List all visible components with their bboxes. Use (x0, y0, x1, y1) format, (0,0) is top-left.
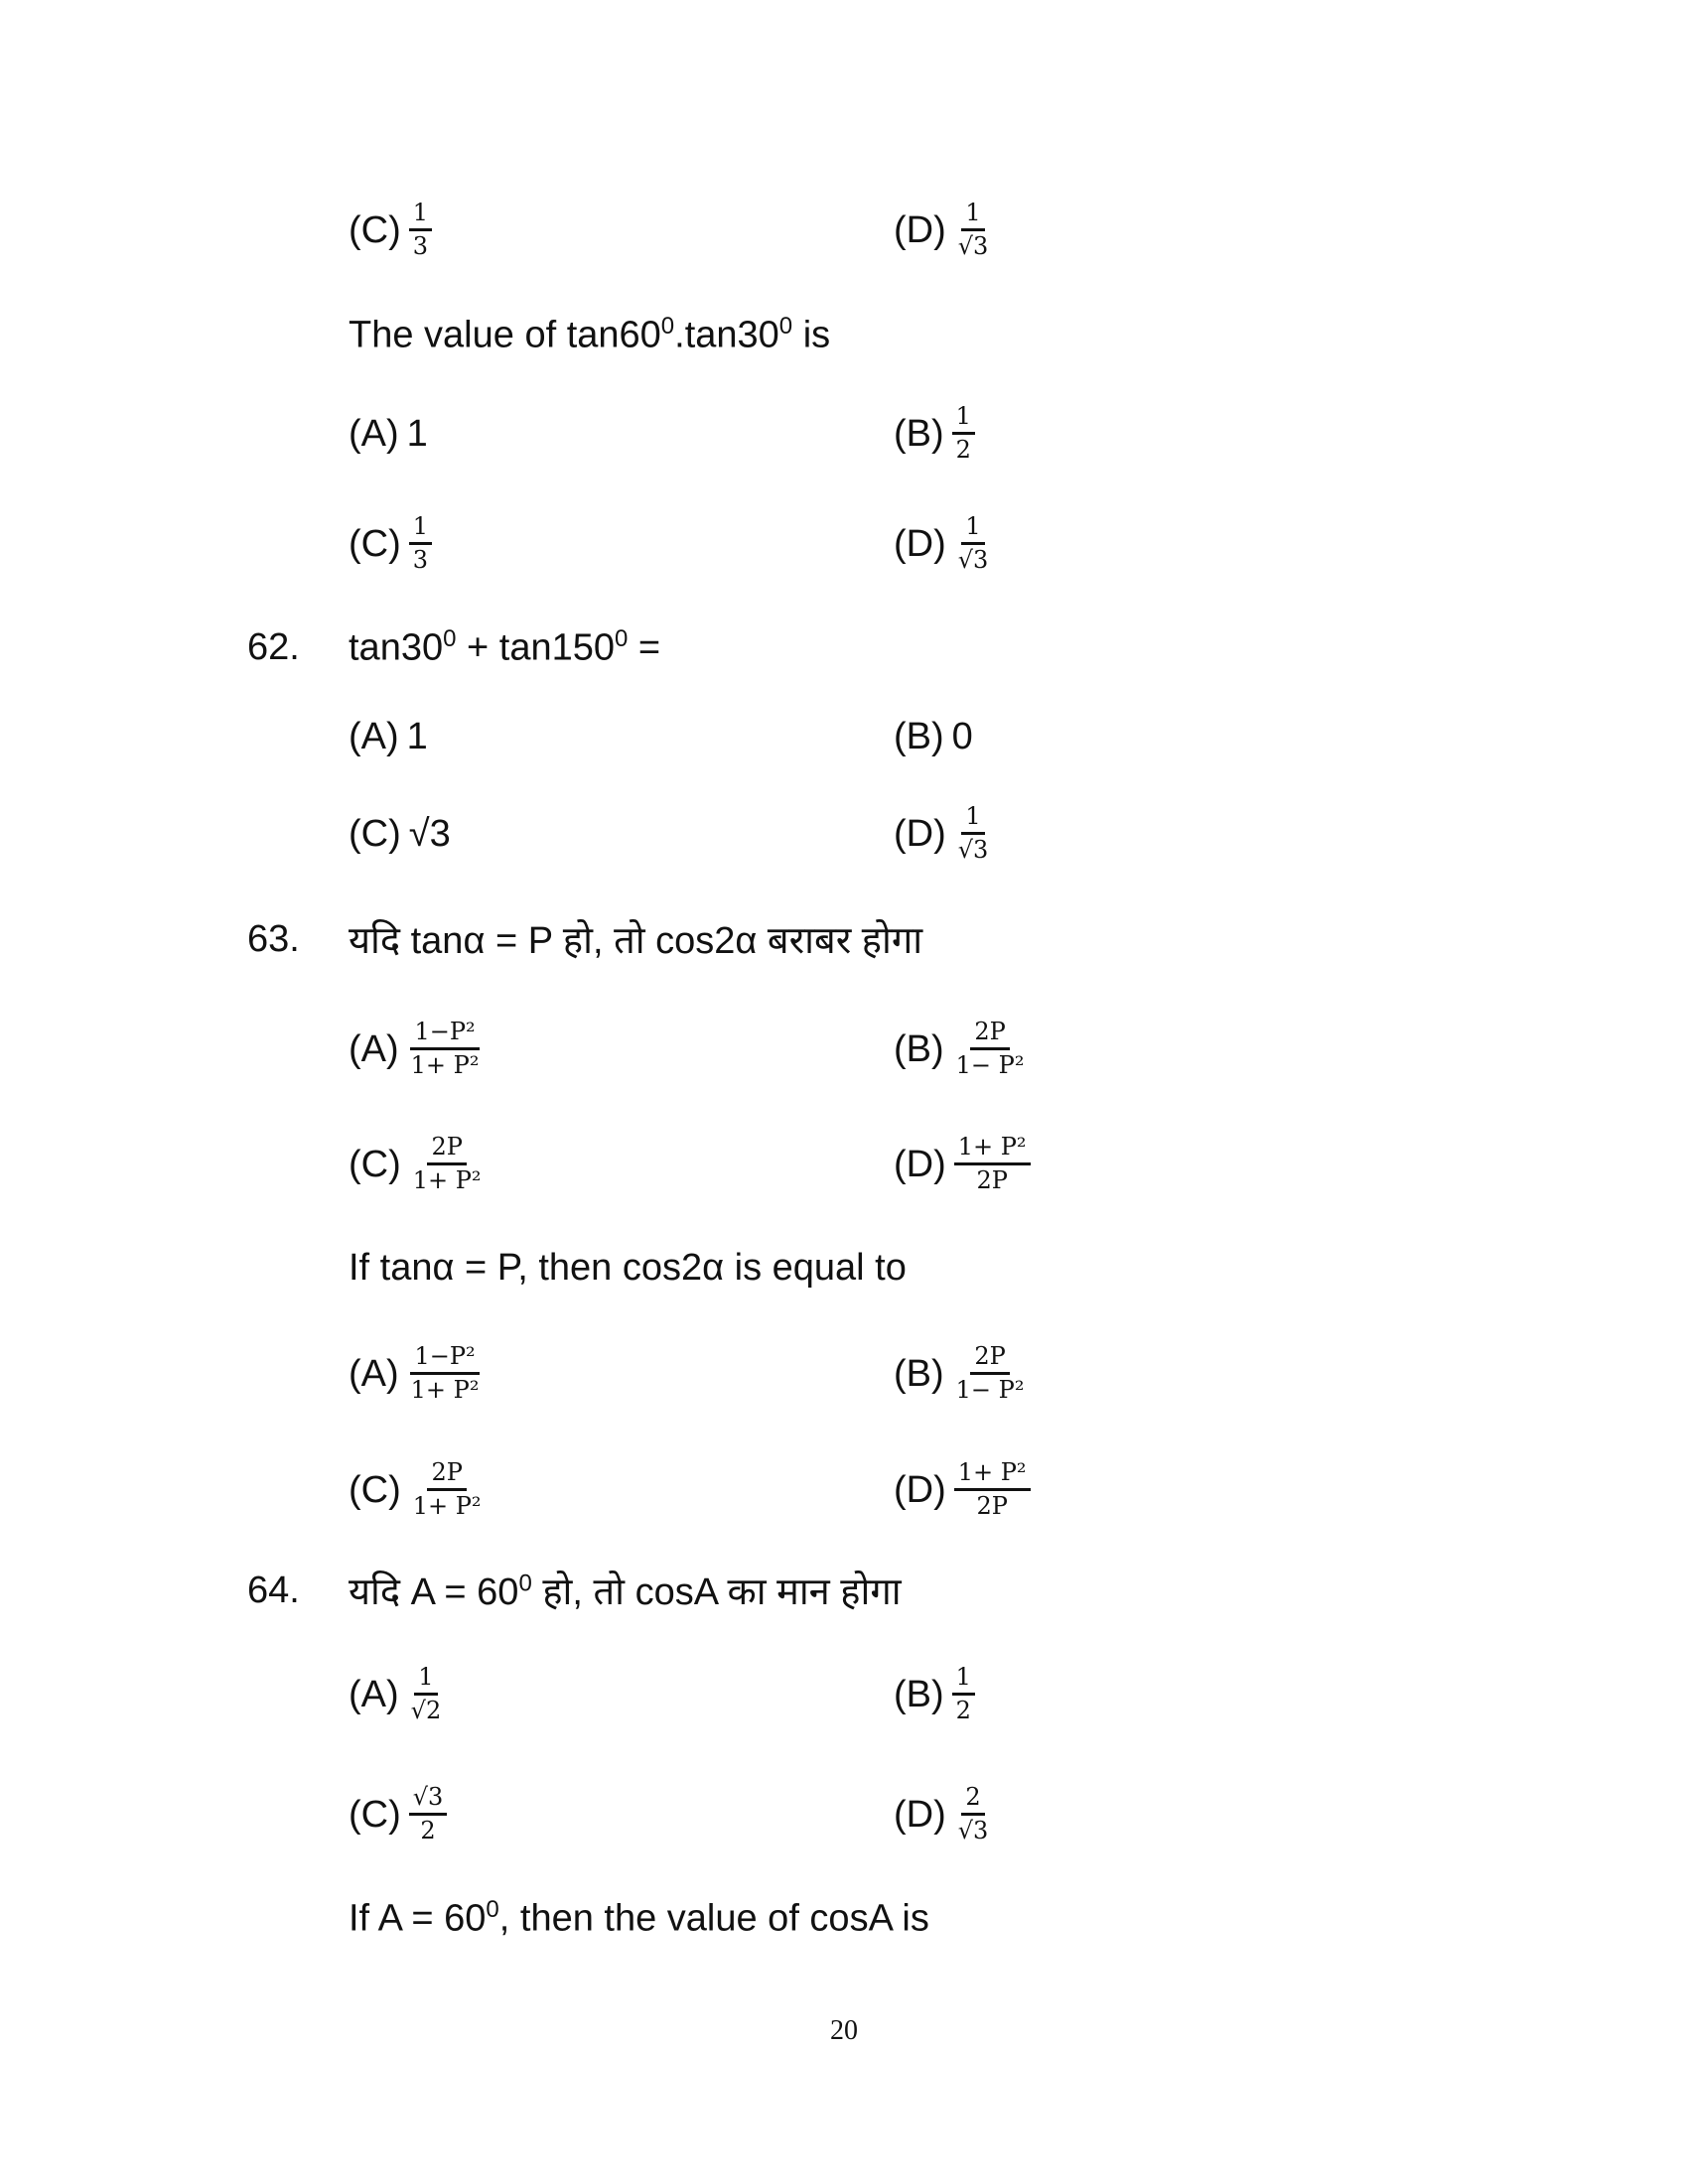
numerator: 1−P² (410, 1019, 479, 1050)
question (0, 899, 1688, 979)
option-a (349, 413, 428, 456)
option-b (894, 1664, 975, 1724)
numerator: 2 (961, 1784, 984, 1816)
fraction (954, 803, 993, 864)
question (0, 1551, 1688, 1630)
question-stem (0, 295, 1688, 374)
denominator: 1− P² (955, 1051, 1025, 1079)
option-a (349, 716, 428, 758)
options-row (0, 1125, 1688, 1204)
options-row (0, 697, 1688, 776)
option-label: (D) (894, 1468, 946, 1511)
option-label: (C) (349, 1143, 401, 1185)
option-label: (A) (349, 715, 399, 757)
superscript: 0 (778, 312, 793, 340)
denominator: 1− P² (955, 1376, 1025, 1404)
denominator: √3 (957, 546, 989, 574)
fraction (407, 1343, 484, 1404)
option-label: (C) (349, 1468, 401, 1511)
option-label: (C) (349, 1793, 401, 1836)
denominator: √3 (957, 1817, 989, 1844)
fraction (409, 200, 432, 260)
fraction (407, 1019, 484, 1079)
option-a (349, 1019, 483, 1079)
options-row (0, 1334, 1688, 1414)
question-number: 62. (247, 625, 300, 668)
option-label: (C) (349, 208, 401, 251)
numerator: 1 (409, 200, 432, 231)
fraction (952, 1343, 1029, 1404)
denominator: √3 (957, 232, 989, 260)
option-label: (B) (894, 1352, 944, 1395)
stem-text: यदि tanα = P हो, तो cos2α बराबर होगा (349, 920, 923, 962)
stem-text: The value of tan60 (349, 314, 661, 356)
denominator: 1+ P² (410, 1051, 480, 1079)
option-label: (B) (894, 1673, 944, 1715)
option-label: (D) (894, 208, 946, 251)
fraction (952, 1664, 975, 1724)
fraction (954, 200, 993, 260)
option-label: (C) (349, 812, 401, 855)
option-label: (A) (349, 1027, 399, 1070)
superscript: 0 (518, 1570, 532, 1597)
numerator: 1 (409, 513, 432, 545)
option-d (894, 1784, 992, 1844)
stem-text: If tanα = P, then cos2α is equal to (349, 1246, 907, 1289)
option-label: (D) (894, 522, 946, 565)
denominator: √2 (410, 1697, 442, 1724)
fraction (954, 1459, 1031, 1520)
denominator: 1+ P² (412, 1166, 482, 1194)
denominator: 2P (976, 1166, 1008, 1194)
denominator: √3 (957, 836, 989, 864)
stem-text: , then the value of cosA is (498, 1897, 929, 1940)
option-b (894, 716, 973, 758)
denominator: 2 (955, 436, 971, 464)
stem-text: यदि A = 60 (349, 1571, 519, 1613)
numerator: 1−P² (410, 1343, 479, 1375)
fraction (954, 513, 993, 574)
option-b (894, 1019, 1028, 1079)
question (0, 608, 1688, 687)
stem-text: .tan30 (674, 314, 779, 356)
numerator: 1 (414, 1664, 437, 1696)
numerator: 1+ P² (954, 1459, 1031, 1491)
numerator: √3 (409, 1784, 448, 1816)
option-label: (B) (894, 412, 944, 455)
option-label: (D) (894, 1793, 946, 1836)
fraction (409, 1134, 486, 1194)
option-c (349, 813, 451, 856)
question-text (349, 313, 830, 357)
option-label: (B) (894, 1027, 944, 1070)
stem-text: + tan150 (456, 626, 615, 669)
question-text (349, 1896, 929, 1941)
fraction (407, 1664, 446, 1724)
options-row (0, 191, 1688, 270)
question-number: 63. (247, 917, 300, 960)
fraction (954, 1134, 1031, 1194)
option-b (894, 1343, 1028, 1404)
option-value: √3 (408, 812, 451, 855)
fraction (409, 513, 432, 574)
option-d (894, 1134, 1031, 1194)
numerator: 2P (970, 1019, 1009, 1050)
option-label: (C) (349, 522, 401, 565)
option-a (349, 1343, 483, 1404)
option-c (349, 513, 432, 574)
option-label: (A) (349, 412, 399, 455)
stem-text: is (792, 314, 831, 356)
options-row (0, 1450, 1688, 1530)
numerator: 2P (970, 1343, 1009, 1375)
options-row (0, 394, 1688, 474)
option-label: (D) (894, 1143, 946, 1185)
option-b (894, 403, 975, 464)
numerator: 2P (427, 1459, 466, 1491)
option-c (349, 1459, 486, 1520)
option-d (894, 803, 992, 864)
option-value: 0 (951, 715, 973, 757)
fraction (409, 1784, 448, 1844)
fraction (952, 403, 975, 464)
question-number: 64. (247, 1569, 300, 1611)
denominator: 2P (976, 1492, 1008, 1520)
question-stem (0, 1228, 1688, 1307)
option-label: (D) (894, 812, 946, 855)
numerator: 2P (427, 1134, 466, 1165)
option-d (894, 200, 992, 260)
options-row (0, 1775, 1688, 1854)
option-a (349, 1664, 445, 1724)
page-number: 20 (830, 2015, 858, 2046)
option-d (894, 1459, 1031, 1520)
question-text (349, 625, 660, 670)
option-label: (B) (894, 715, 944, 757)
option-d (894, 513, 992, 574)
question-text (349, 1247, 907, 1290)
options-row (0, 794, 1688, 874)
question-stem (0, 1878, 1688, 1958)
numerator: 1 (952, 1664, 975, 1696)
option-c (349, 1784, 447, 1844)
denominator: 2 (420, 1817, 436, 1844)
question-text (349, 913, 922, 965)
numerator: 1 (961, 803, 984, 835)
fraction (954, 1784, 993, 1844)
numerator: 1+ P² (954, 1134, 1031, 1165)
superscript: 0 (486, 1895, 499, 1923)
option-label: (A) (349, 1352, 399, 1395)
stem-text: = (628, 626, 661, 669)
denominator: 1+ P² (412, 1492, 482, 1520)
question-text (349, 1565, 902, 1616)
denominator: 2 (955, 1697, 971, 1724)
option-c (349, 200, 432, 260)
stem-text: हो, तो cosA का मान होगा (531, 1571, 902, 1613)
option-c (349, 1134, 486, 1194)
fraction (409, 1459, 486, 1520)
options-row (0, 504, 1688, 584)
numerator: 1 (952, 403, 975, 435)
numerator: 1 (961, 200, 984, 231)
option-value: 1 (406, 412, 428, 455)
superscript: 0 (660, 312, 675, 340)
denominator: 3 (412, 546, 429, 574)
superscript: 0 (443, 624, 457, 652)
options-row (0, 1010, 1688, 1089)
options-row (0, 1655, 1688, 1734)
superscript: 0 (615, 624, 629, 652)
stem-text: tan30 (349, 626, 444, 669)
fraction (952, 1019, 1029, 1079)
denominator: 3 (412, 232, 429, 260)
stem-text: If A = 60 (349, 1897, 487, 1940)
option-label: (A) (349, 1673, 399, 1715)
numerator: 1 (961, 513, 984, 545)
option-value: 1 (406, 715, 428, 757)
denominator: 1+ P² (410, 1376, 480, 1404)
